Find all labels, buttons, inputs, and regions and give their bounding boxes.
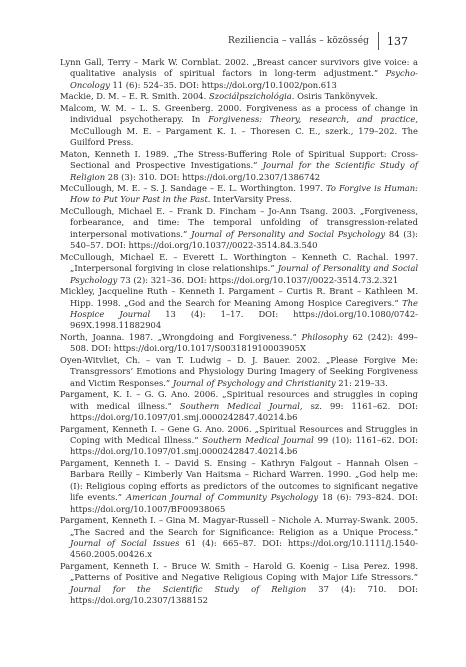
reference-details: 13 (4): 1–17. DOI: https://doi.org/10.1080/0742-969X.1998.11882904	[70, 308, 418, 331]
reference-source: Journal of Personality and Social Psychology	[191, 228, 386, 239]
reference-entry	[60, 561, 418, 607]
reference-text: Lynn Gall, Terry – Mark W. Cornblat. 2002. „Breast cancer survivors give voice: a qualitative analysis of spiritual factors in long-term adjustment.”	[60, 57, 418, 79]
reference-entry	[60, 458, 418, 515]
reference-source: Forgiveness: Theory, research, and practice,	[208, 114, 418, 125]
reference-source: Journal for the Scientific Study of Religion	[70, 583, 307, 594]
reference-text: McCullough, Michael E. – Frank D. Fincham – Jo-Ann Tsang. 2003. „Forgiveness, forbearance, and time: The temporal unfolding of transgression-related interpersonal motivations.”	[60, 205, 418, 239]
reference-details: 61 (4): 665–87. DOI: https://doi.org/10.1111/j.1540-4560.2005.00426.x	[70, 538, 418, 560]
reference-details: McCullough M. E. – Pargament K. I. – Thoresen C. E., szerk., 179–202. The Guilford Press.	[70, 125, 418, 148]
running-title: Reziliencia – vallás – közösség	[228, 36, 369, 46]
reference-text: McCullough, M. E. – S. J. Sandage – E. L. Worthington. 1997.	[60, 182, 326, 193]
reference-source: Szociálpszichológia.	[208, 91, 295, 102]
reference-source: Psycho-Oncology	[70, 68, 418, 90]
reference-entry	[60, 355, 418, 389]
reference-entry	[60, 57, 418, 91]
reference-entry	[60, 103, 418, 149]
reference-source: American Journal of Community Psychology	[126, 492, 319, 503]
reference-entry	[60, 389, 418, 423]
reference-source: Journal of Psychology and Christianity	[172, 377, 336, 388]
reference-list	[60, 57, 418, 607]
reference-entry	[60, 149, 418, 183]
reference-entry	[60, 424, 418, 458]
reference-text: Pargament, Kenneth I. – Gene G. Ano. 2006. „Spiritual Resources and Struggles in Coping with Medical Illness.”	[60, 423, 418, 445]
reference-details: 99 (10): 1161–62. DOI: https://doi.org/10.1097/01.smj.0000242847.40214.b6	[70, 434, 418, 457]
reference-details: 62 (242): 499–508. DOI: https://doi.org/10.1017/S003181910003905X	[70, 331, 418, 354]
reference-entry	[60, 332, 418, 355]
reference-text: Maton, Kenneth I. 1989. „The Stress-Buffering Role of Spiritual Support: Cross-Sectional and Prospective Investigations.”	[60, 148, 418, 171]
reference-source: Southern Medical Journal	[202, 434, 314, 445]
reference-entry	[60, 286, 418, 332]
reference-text: Pargament, K. I. – G. G. Ano. 2006. „Spiritual resources and struggles in coping with medical illness.”	[60, 389, 418, 411]
reference-text: Oyen-Witvliet, Ch. – van T. Ludwig – D. J. Bauer. 2002. „Please Forgive Me: Transgressors’ Emotions and Physiology During Imagery of Seeking Forgiveness and Victim Responses.”	[60, 354, 418, 388]
reference-text: Pargament, Kenneth I. – Bruce W. Smith – Harold G. Koenig – Lisa Perez. 1998. „Patterns of Positive and Negative Religious Coping with Major Life Stressors.”	[60, 560, 418, 583]
running-header	[228, 33, 408, 49]
reference-source: Southern Medical Journal,	[179, 400, 303, 411]
reference-details: 73 (2): 321–36. DOI: https://doi.org/10.1037//0022-3514.73.2.321	[117, 274, 399, 285]
reference-details: 84 (3): 540–57. DOI: https://doi.org/10.1037//0022-3514.84.3.540	[70, 228, 418, 251]
reference-details: sz. 99: 1161–62. DOI: https://doi.org/10.1097/01.smj.0000242847.40214.b6	[70, 400, 418, 423]
reference-source: Journal for the Scientific Study of Religion	[70, 160, 418, 182]
reference-source: Journal of Social Issues	[70, 538, 180, 549]
reference-entry	[60, 515, 418, 561]
reference-text: Pargament, Kenneth I. – Gina M. Magyar-Russell – Nichole A. Murray-Swank. 2005. „The Sacred and the Search for Significance: Religion as a Unique Process.”	[60, 515, 418, 537]
reference-source: The Hospice Journal	[70, 297, 418, 319]
reference-source: Journal of Personality and Social Psychology	[70, 263, 418, 285]
reference-text: North, Joanna. 1987. „Wrongdoing and Forgiveness.”	[60, 331, 302, 342]
reference-details: 11 (6): 524–35. DOI: https://doi.org/10.1002/pon.613	[109, 79, 337, 90]
page-number: 137	[387, 34, 408, 48]
reference-details: Osiris Tankönyvek.	[294, 91, 378, 102]
reference-details: InterVarsity Press.	[210, 194, 293, 205]
reference-text: McCullough, Michael E. – Everett L. Worthington – Kenneth C. Rachal. 1997. „Interpersonal forgiving in close relationships.”	[60, 251, 418, 274]
reference-source: To Forgive is Human: How to Put Your Past in the Past.	[70, 182, 418, 205]
reference-entry	[60, 183, 418, 206]
reference-details: 21: 219–33.	[335, 377, 388, 388]
reference-entry	[60, 91, 418, 102]
reference-details: 28 (3): 310. DOI: https://doi.org/10.2307/1386742	[105, 171, 321, 182]
reference-details: 18 (6): 793–824. DOI: https://doi.org/10.1007/BF00938065	[70, 492, 418, 514]
reference-entry	[60, 252, 418, 286]
reference-text: Mackie, D. M. – E. R. Smith. 2004.	[60, 91, 209, 102]
reference-text: Mickley, Jacqueline Ruth – Kenneth I. Pargament – Curtis R. Brant – Kathleen M. Hipp. 1998. „God and the Search for Meaning Among Hospice Caregivers.”	[60, 286, 418, 308]
header-divider	[378, 32, 379, 50]
reference-source: Philosophy	[301, 331, 348, 342]
reference-entry	[60, 206, 418, 252]
reference-details: 37 (4): 710. DOI: https://doi.org/10.2307/1388152	[70, 583, 418, 606]
reference-text: Malcom, W. M. – L. S. Greenberg. 2000. Forgiveness as a process of change in individual psychotherapy. In	[60, 102, 418, 125]
reference-text: Pargament, Kenneth I. – David S. Ensing – Kathryn Falgout – Hannah Olsen – Barbara Reilly – Kimberly Van Haitsma – Richard Warren. 1990. „God help me: (I): Religious coping efforts as predictors of the outcomes to significant negative life events.”	[60, 457, 418, 503]
